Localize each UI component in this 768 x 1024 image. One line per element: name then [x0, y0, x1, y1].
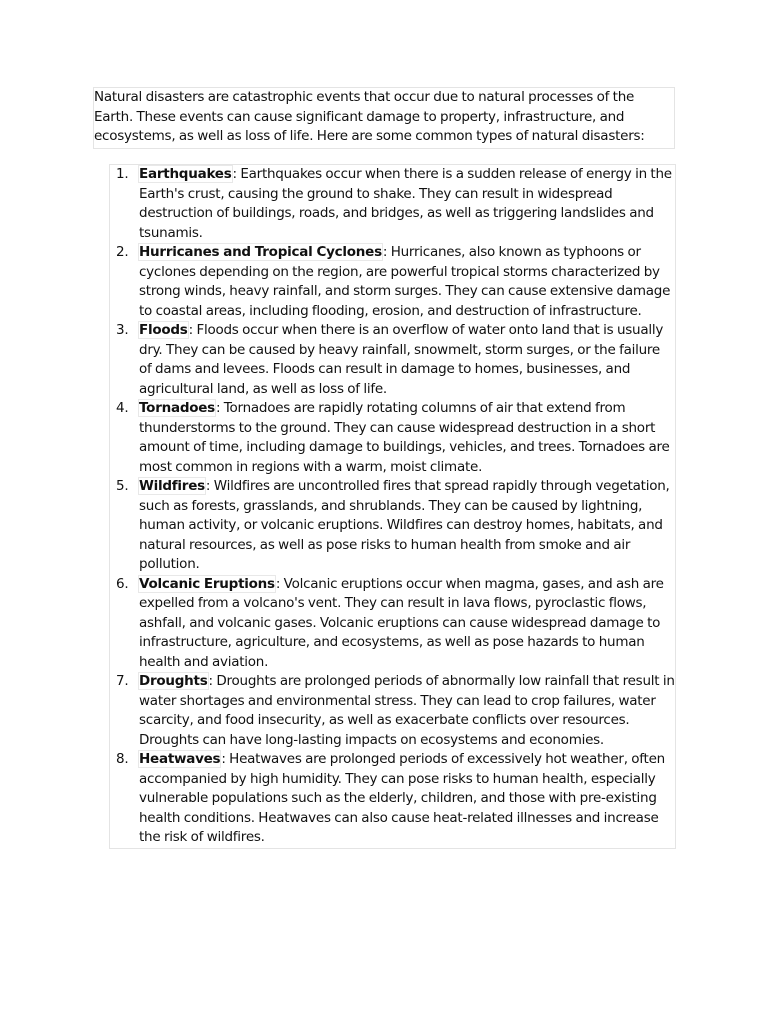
list-item-term: Droughts — [139, 673, 208, 689]
list-item-term: Earthquakes — [139, 166, 232, 182]
list-item-description: : Wildfires are uncontrolled fires that spread rapidly through vegetation, such as forests, grasslands, and shrublands. They can be caused by lightning, human activity, or volcanic eruptions. Wildfires can destroy homes, habitats, and natural resources, as well as pose risks to human health from smoke and air pollution. — [139, 478, 670, 572]
list-item-term: Tornadoes — [139, 400, 215, 416]
list-item — [110, 672, 675, 750]
list-item-description: : Heatwaves are prolonged periods of excessively hot weather, often accompanied by high humidity. They can pose risks to human health, especially vulnerable populations such as the elderly, children, and those with pre-existing health conditions. Heatwaves can also cause heat-related illnesses and increase the risk of wildfires. — [139, 751, 665, 845]
disaster-list-container — [109, 164, 676, 849]
list-number: 1. — [116, 166, 129, 182]
list-number: 2. — [116, 244, 129, 260]
list-number: 8. — [116, 751, 129, 767]
list-item-description: : Hurricanes, also known as typhoons or cyclones depending on the region, are powerful tropical storms characterized by strong winds, heavy rainfall, and storm surges. They can cause extensive damage to coastal areas, including flooding, erosion, and destruction of infrastructure. — [139, 244, 671, 319]
list-item-description: : Earthquakes occur when there is a sudden release of energy in the Earth's crust, causing the ground to shake. They can result in widespread destruction of buildings, roads, and bridges, as well as triggering landslides and tsunamis. — [139, 166, 672, 241]
list-item — [110, 243, 675, 321]
list-item-description: : Floods occur when there is an overflow of water onto land that is usually dry. They can be caused by heavy rainfall, snowmelt, storm surges, or the failure of dams and levees. Floods can result in damage to homes, businesses, and agricultural land, as well as loss of life. — [139, 322, 664, 397]
list-item-term: Floods — [139, 322, 188, 338]
list-item — [110, 321, 675, 399]
list-item-term: Hurricanes and Tropical Cyclones — [139, 244, 382, 260]
list-item — [110, 399, 675, 477]
list-number: 6. — [116, 575, 129, 592]
list-item — [110, 575, 675, 673]
list-item-term: Volcanic Eruptions — [139, 575, 275, 592]
list-item-term: Heatwaves — [139, 751, 221, 767]
list-item-description: : Tornadoes are rapidly rotating columns of air that extend from thunderstorms to the ground. They can cause widespread destruction in a short amount of time, including damage to buildings, vehicles, and trees. Tornadoes are most common in regions with a warm, moist climate. — [139, 400, 670, 475]
list-item-description: : Droughts are prolonged periods of abnormally low rainfall that result in water shortages and environmental stress. They can lead to crop failures, water scarcity, and food insecurity, as well as exacerbate conflicts over resources. Droughts can have long-lasting impacts on ecosystems and economies. — [139, 673, 675, 748]
intro-paragraph: Natural disasters are catastrophic events that occur due to natural processes of the Earth. These events can cause significant damage to property, infrastructure, and ecosystems, as well as loss of life. Here are some common types of natural disasters: — [93, 87, 675, 149]
list-number: 5. — [116, 478, 129, 494]
list-number: 4. — [116, 400, 129, 416]
list-item — [110, 477, 675, 575]
list-number: 3. — [116, 322, 129, 338]
disaster-list — [110, 165, 675, 848]
list-item — [110, 750, 675, 848]
list-item — [110, 165, 675, 243]
list-item-term: Wildfires — [139, 478, 205, 494]
list-number: 7. — [116, 673, 129, 689]
list-item-description: : Volcanic eruptions occur when magma, gases, and ash are expelled from a volcano's vent. They can result in lava flows, pyroclastic flows, ashfall, and volcanic gases. Volcanic eruptions can cause widespread damage to infrastructure, agriculture, and ecosystems, as well as pose hazards to human health and aviation. — [139, 575, 664, 670]
